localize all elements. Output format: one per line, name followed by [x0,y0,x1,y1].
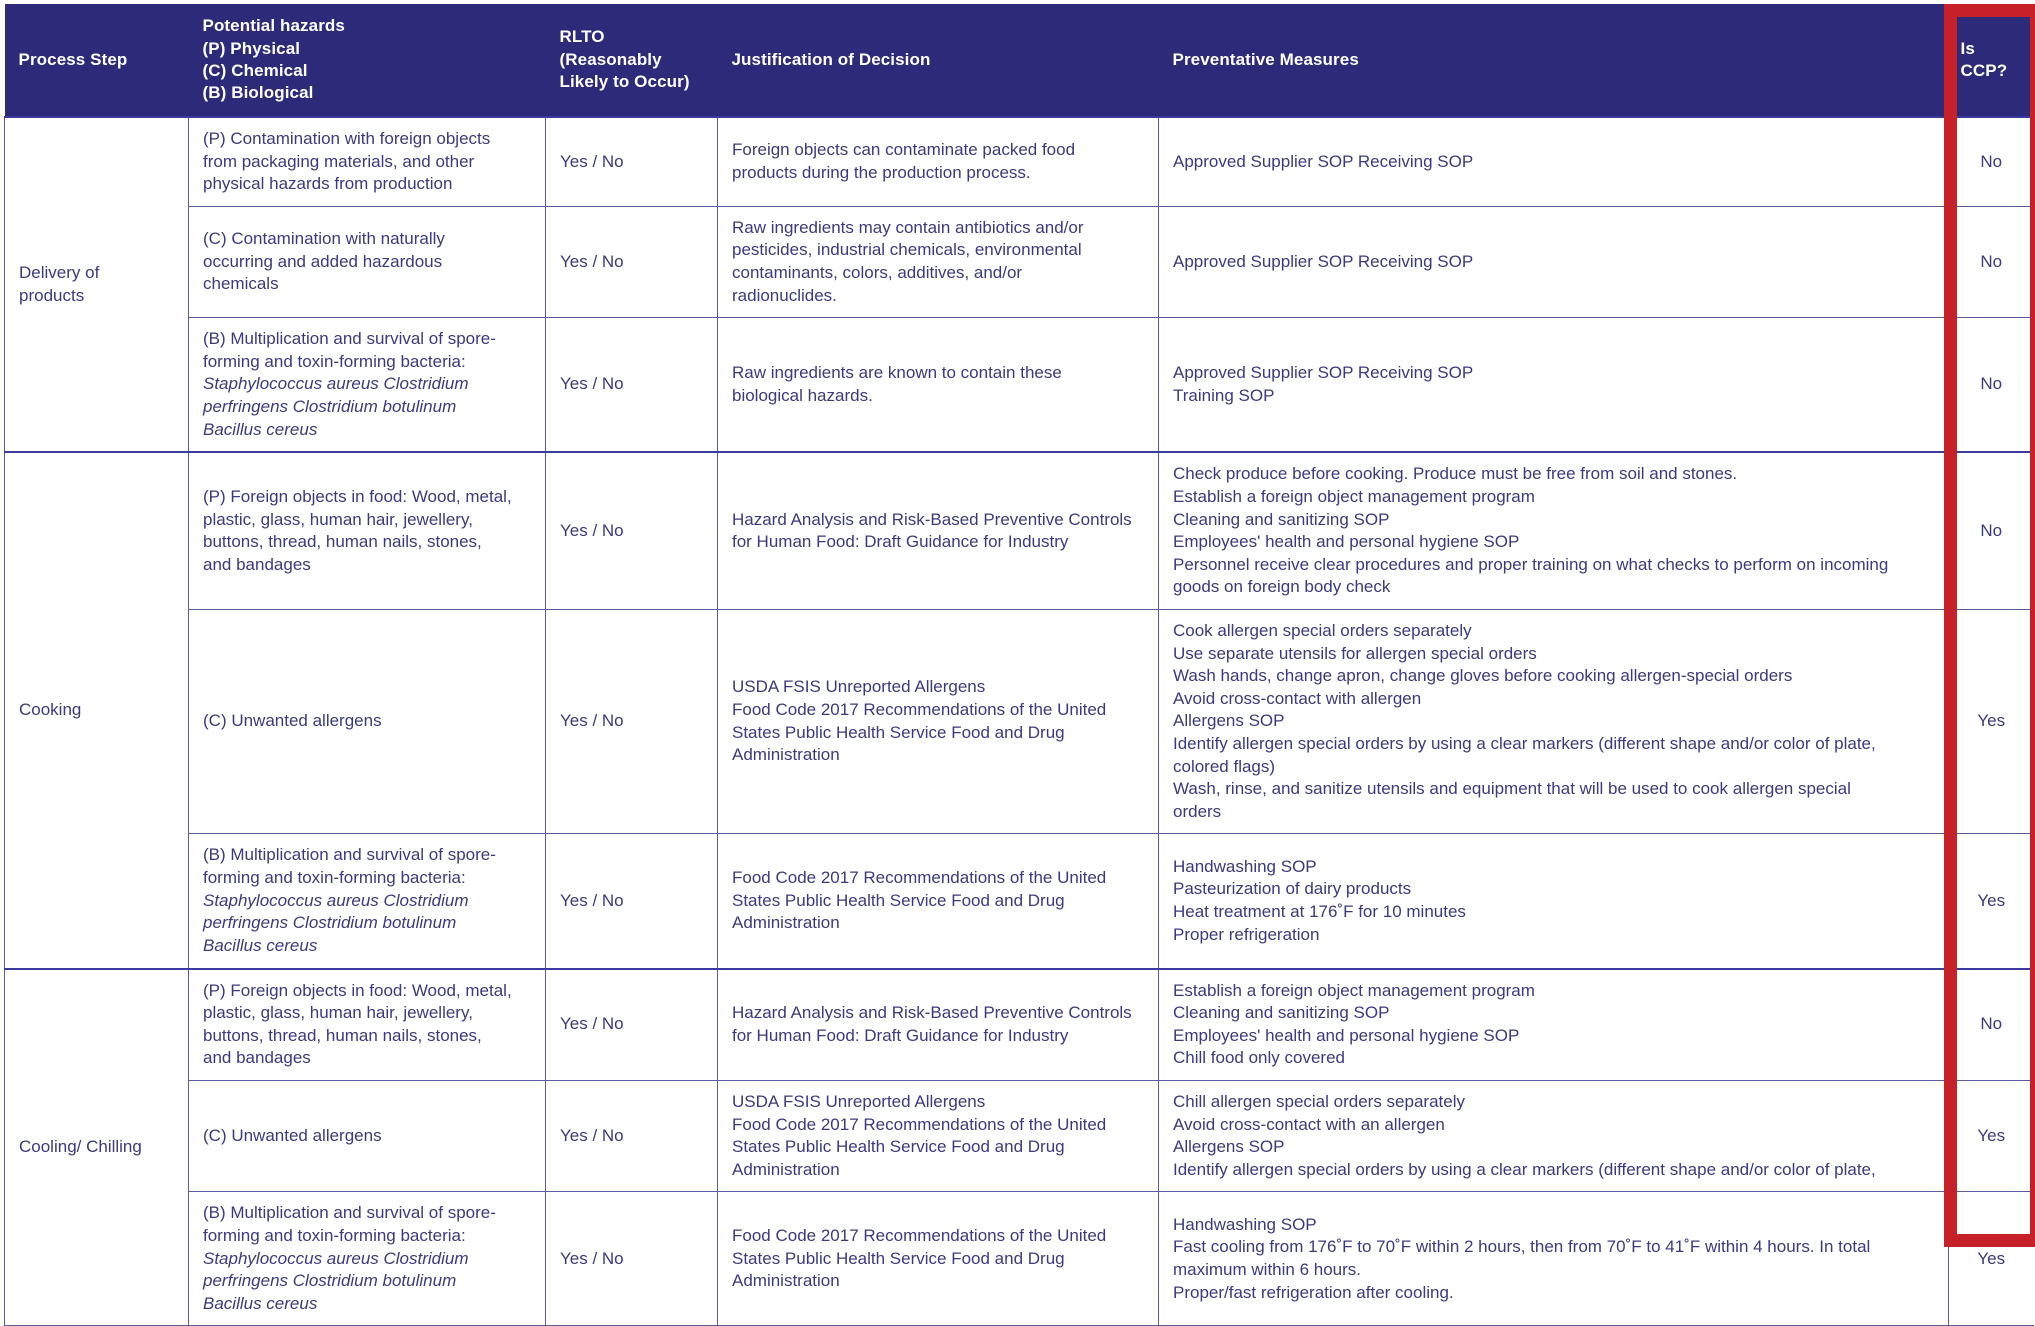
is-ccp-cell [1949,1192,2034,1326]
preventative-text-line-4: Chill food only covered [1173,1048,1345,1068]
hazard-text-line-1: (P) Contamination with foreign objects [203,129,491,148]
preventative-text-line-4: Proper refrigeration [1173,924,1320,944]
justification-text-line-1: USDA FSIS Unreported Allergens [732,677,986,697]
hazard-organism-line-2: perfringens Clostridium botulinum [203,913,457,933]
rlto-value: Yes / No [560,374,624,394]
preventative-measures-cell [1159,1080,1949,1191]
justification-text-line-3: Administration [732,1271,840,1291]
rlto-value: Yes / No [560,1014,624,1034]
column-header-potential-hazards-line-1: Potential hazards [202,16,345,36]
justification-cell [718,452,1159,609]
justification-cell [718,318,1159,453]
table-row [5,452,2034,609]
hazard-organism-line-1: Staphylococcus aureus Clostridium [203,890,469,910]
is-ccp-cell [1949,318,2034,453]
rlto-cell [546,318,718,453]
justification-text-line-2: for Human Food: Draft Guidance for Industry [732,532,1069,552]
preventative-text-line-2: Use separate utensils for allergen special orders [1173,643,1537,663]
hazard-text-line-3: buttons, thread, human nails, stones, [203,532,482,552]
is-ccp-value: No [1980,151,2003,171]
preventative-measures-cell [1159,609,1949,833]
preventative-text-line-3: Wash hands, change apron, change gloves before cooking allergen-special orders [1173,666,1793,686]
is-ccp-cell [1949,452,2034,609]
justification-text-line-1: Raw ingredients are known to contain these [732,363,1062,383]
hazard-text-line-1: (B) Multiplication and survival of spore- [203,1203,496,1223]
is-ccp-value: No [1980,1014,2003,1034]
preventative-text-line-9: orders [1173,801,1222,821]
table-row [5,206,2034,317]
preventative-measures-cell [1159,834,1949,969]
rlto-value: Yes / No [560,520,624,540]
potential-hazard-cell [189,206,546,317]
justification-text-line-2: biological hazards. [732,385,873,405]
potential-hazard-cell [189,318,546,453]
rlto-cell [546,1080,718,1191]
potential-hazard-cell [189,1192,546,1326]
justification-text-line-2: products during the production process. [732,162,1031,182]
preventative-text-line-5: Personnel receive clear procedures and proper training on what checks to perform on incoming [1173,554,1889,574]
preventative-text-line-1: Approved Supplier SOP Receiving SOP [1173,363,1474,383]
potential-hazard-cell [189,452,546,609]
column-header-justification-label: Justification of Decision [731,49,931,69]
rlto-value: Yes / No [560,890,624,910]
rlto-value: Yes / No [560,251,624,271]
hazard-organism-line-2: perfringens Clostridium botulinum [203,397,457,417]
is-ccp-value: No [1980,374,2003,394]
preventative-text-line-2: Pasteurization of dairy products [1173,879,1412,899]
column-header-preventative-measures-label: Preventative Measures [1172,49,1359,69]
preventative-text-line-4: Identify allergen special orders by using a clear markers (different shape and/or color of plate, [1173,1159,1876,1179]
column-header-rlto [546,4,718,117]
process-step-text-line-1: Cooking [19,700,82,720]
hazard-text-line-2: plastic, glass, human hair, jewellery, [203,509,473,529]
rlto-cell [546,117,718,206]
justification-cell [718,206,1159,317]
haccp-worksheet-page [0,4,2035,1313]
preventative-text-line-4: Avoid cross-contact with allergen [1173,688,1422,708]
hazard-text-line-2: occurring and added hazardous [203,251,443,271]
is-ccp-cell [1949,117,2034,206]
preventative-text-line-7: colored flags) [1173,756,1276,776]
preventative-measures-cell [1159,318,1949,453]
preventative-measures-cell [1159,1192,1949,1326]
preventative-text-line-4: Employees' health and personal hygiene SOP [1173,532,1520,552]
rlto-cell [546,452,718,609]
column-header-is-ccp-line-1: Is [1960,38,1975,58]
is-ccp-cell [1949,609,2034,833]
rlto-cell [546,969,718,1081]
rlto-cell [546,609,718,833]
preventative-text-line-4: Proper/fast refrigeration after cooling. [1173,1282,1454,1302]
justification-text-line-3: Administration [732,913,840,933]
potential-hazard-cell [189,834,546,969]
justification-cell [718,1192,1159,1326]
table-row [5,969,2034,1081]
preventative-text-line-3: Employees' health and personal hygiene SOP [1173,1025,1520,1045]
justification-cell [718,117,1159,206]
rlto-value: Yes / No [560,1125,624,1145]
hazard-text-line-1: (P) Foreign objects in food: Wood, metal, [203,980,512,1000]
column-header-is-ccp [1949,4,2034,117]
preventative-text-line-2: Establish a foreign object management program [1173,486,1535,506]
table-body [5,117,2034,1326]
preventative-text-line-2: Fast cooling from 176˚F to 70˚F within 2 hours, then from 70˚F to 41˚F within 4 hours. In total [1173,1237,1871,1257]
preventative-text-line-3: Heat treatment at 176˚F for 10 minutes [1173,901,1466,921]
hazard-text-line-2: forming and toxin-forming bacteria: [203,351,466,371]
hazard-text-line-1: (C) Unwanted allergens [203,711,382,731]
rlto-cell [546,206,718,317]
table-row [5,1080,2034,1191]
justification-text-line-2: States Public Health Service Food and Drug [732,1248,1065,1268]
column-header-potential-hazards-line-3: (C) Chemical [202,61,308,80]
table-row [5,609,2034,833]
rlto-value: Yes / No [560,151,624,171]
preventative-text-line-3: Allergens SOP [1173,1137,1285,1157]
justification-text-line-1: Hazard Analysis and Risk-Based Preventive Controls [732,1003,1132,1023]
hazard-analysis-table [4,4,2034,1326]
is-ccp-value: No [1980,520,2003,540]
justification-text-line-4: radionuclides. [732,285,837,305]
preventative-text-line-6: Identify allergen special orders by using a clear markers (different shape and/or color of plate, [1173,734,1876,754]
hazard-text-line-3: chemicals [203,274,279,294]
column-header-rlto-line-2: (Reasonably [559,49,662,69]
hazard-organism-line-1: Staphylococcus aureus Clostridium [203,374,469,394]
process-step-text-line-1: Cooling/ Chilling [19,1137,142,1157]
justification-text-line-1: Hazard Analysis and Risk-Based Preventive Controls [732,509,1132,529]
justification-text-line-3: States Public Health Service Food and Drug [732,722,1065,742]
preventative-text-line-1: Check produce before cooking. Produce must be free from soil and stones. [1173,464,1738,484]
rlto-value: Yes / No [560,1248,624,1268]
hazard-text-line-2: from packaging materials, and other [203,151,475,171]
justification-text-line-1: Raw ingredients may contain antibiotics and/or [732,217,1084,237]
is-ccp-cell [1949,834,2034,969]
justification-text-line-4: Administration [732,745,840,765]
column-header-justification [718,4,1159,117]
column-header-potential-hazards-line-4: (B) Biological [202,83,314,103]
hazard-text-line-3: physical hazards from production [203,174,453,194]
preventative-text-line-1: Approved Supplier SOP Receiving SOP [1173,251,1474,271]
table-row [5,1192,2034,1326]
process-step-cell [5,969,189,1326]
column-header-potential-hazards [189,4,546,117]
hazard-organism-line-3: Bacillus cereus [203,419,318,439]
preventative-text-line-2: Training SOP [1173,385,1275,405]
column-header-process-step-label: Process Step [18,49,128,69]
table-row [5,117,2034,206]
preventative-text-line-2: Cleaning and sanitizing SOP [1173,1003,1390,1023]
justification-text-line-2: Food Code 2017 Recommendations of the United [732,700,1107,720]
justification-cell [718,609,1159,833]
hazard-organism-line-1: Staphylococcus aureus Clostridium [203,1248,469,1268]
table-header [5,4,2034,117]
is-ccp-cell [1949,206,2034,317]
hazard-text-line-2: forming and toxin-forming bacteria: [203,1225,466,1245]
potential-hazard-cell [189,1080,546,1191]
hazard-text-line-1: (C) Contamination with naturally [203,229,445,249]
preventative-text-line-1: Cook allergen special orders separately [1173,620,1472,640]
preventative-text-line-1: Chill allergen special orders separately [1173,1091,1465,1111]
hazard-text-line-1: (P) Foreign objects in food: Wood, metal, [203,486,512,506]
preventative-text-line-1: Handwashing SOP [1173,1214,1317,1234]
rlto-value: Yes / No [560,711,624,731]
preventative-text-line-8: Wash, rinse, and sanitize utensils and equipment that will be used to cook allergen special [1173,779,1851,799]
hazard-organism-line-3: Bacillus cereus [203,1293,318,1313]
justification-cell [718,1080,1159,1191]
hazard-text-line-2: plastic, glass, human hair, jewellery, [203,1003,473,1023]
is-ccp-value: Yes [1977,890,2006,910]
potential-hazard-cell [189,117,546,206]
justification-cell [718,969,1159,1081]
is-ccp-value: Yes [1977,711,2006,731]
column-header-rlto-line-3: Likely to Occur) [559,72,690,92]
preventative-text-line-3: maximum within 6 hours. [1173,1259,1362,1279]
column-header-is-ccp-line-2: CCP? [1960,61,2008,80]
hazard-text-line-1: (C) Unwanted allergens [203,1125,382,1145]
hazard-text-line-4: and bandages [203,1048,311,1068]
process-step-cell [5,452,189,968]
preventative-text-line-1: Establish a foreign object management program [1173,980,1535,1000]
column-header-potential-hazards-line-2: (P) Physical [202,38,301,58]
column-header-process-step [5,4,189,117]
justification-text-line-1: Food Code 2017 Recommendations of the United [732,1225,1107,1245]
preventative-measures-cell [1159,969,1949,1081]
rlto-cell [546,1192,718,1326]
potential-hazard-cell [189,969,546,1081]
table-row [5,834,2034,969]
column-header-preventative-measures [1159,4,1949,117]
justification-text-line-3: States Public Health Service Food and Drug [732,1137,1065,1157]
preventative-text-line-1: Approved Supplier SOP Receiving SOP [1173,151,1474,171]
justification-text-line-2: States Public Health Service Food and Drug [732,890,1065,910]
preventative-text-line-6: goods on foreign body check [1173,577,1391,597]
justification-text-line-1: Food Code 2017 Recommendations of the United [732,868,1107,888]
justification-text-line-3: contaminants, colors, additives, and/or [732,263,1023,283]
table-row [5,318,2034,453]
hazard-organism-line-3: Bacillus cereus [203,935,318,955]
is-ccp-value: Yes [1977,1125,2006,1145]
table-header-row [5,4,2034,117]
preventative-measures-cell [1159,452,1949,609]
column-header-rlto-line-1: RLTO [559,27,605,47]
is-ccp-cell [1949,969,2034,1081]
is-ccp-value: Yes [1977,1248,2006,1268]
preventative-text-line-2: Avoid cross-contact with an allergen [1173,1114,1445,1134]
justification-text-line-1: USDA FSIS Unreported Allergens [732,1091,986,1111]
preventative-measures-cell [1159,206,1949,317]
preventative-text-line-1: Handwashing SOP [1173,856,1317,876]
hazard-text-line-1: (B) Multiplication and survival of spore- [203,845,496,865]
justification-text-line-2: pesticides, industrial chemicals, environmental [732,240,1082,260]
hazard-organism-line-2: perfringens Clostridium botulinum [203,1271,457,1291]
process-step-text-line-1: Delivery of [19,263,100,283]
is-ccp-cell [1949,1080,2034,1191]
hazard-text-line-4: and bandages [203,554,311,574]
justification-text-line-2: for Human Food: Draft Guidance for Industry [732,1025,1069,1045]
is-ccp-value: No [1980,251,2003,271]
justification-cell [718,834,1159,969]
preventative-text-line-3: Cleaning and sanitizing SOP [1173,509,1390,529]
rlto-cell [546,834,718,969]
justification-text-line-1: Foreign objects can contaminate packed food [732,140,1076,160]
process-step-cell [5,117,189,452]
process-step-text-line-2: products [19,285,85,305]
hazard-text-line-1: (B) Multiplication and survival of spore- [203,329,496,349]
preventative-measures-cell [1159,117,1949,206]
potential-hazard-cell [189,609,546,833]
hazard-text-line-2: forming and toxin-forming bacteria: [203,868,466,888]
justification-text-line-2: Food Code 2017 Recommendations of the United [732,1114,1107,1134]
hazard-text-line-3: buttons, thread, human nails, stones, [203,1025,482,1045]
justification-text-line-4: Administration [732,1159,840,1179]
preventative-text-line-5: Allergens SOP [1173,711,1285,731]
